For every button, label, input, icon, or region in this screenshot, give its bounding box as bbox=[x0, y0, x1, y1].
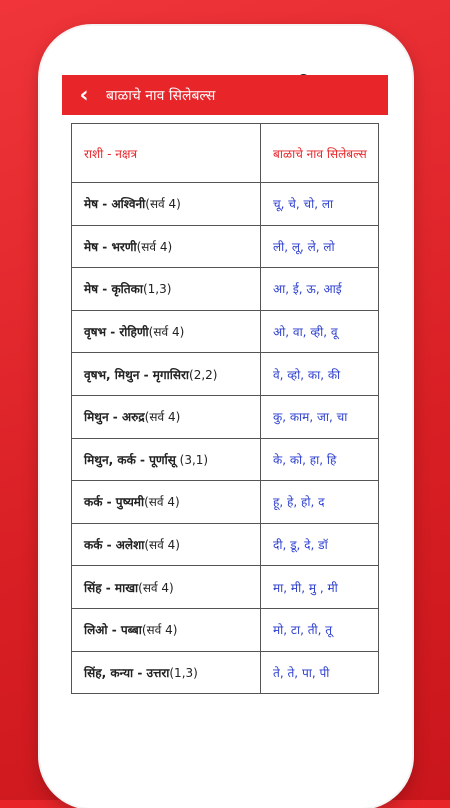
back-arrow-icon[interactable]: ‹ bbox=[79, 82, 89, 108]
page-title: बाळाचे नाव सिलेबल्स bbox=[106, 87, 216, 104]
rashi-name: मिथुन, कर्क - पूर्णासू bbox=[84, 452, 176, 467]
charan-note: (1,3) bbox=[142, 282, 172, 297]
rashi-name: मेष - भरणी bbox=[84, 239, 137, 254]
syllables-cell: के, को, हा, हि bbox=[261, 438, 379, 481]
charan-note: (3,1) bbox=[175, 452, 209, 467]
table-row bbox=[72, 523, 379, 566]
charan-note: (सर्व 4) bbox=[145, 197, 181, 212]
table-row bbox=[72, 395, 379, 438]
rashi-nakshatra-cell bbox=[72, 268, 261, 311]
charan-note: (सर्व 4) bbox=[144, 410, 181, 425]
rashi-nakshatra-cell bbox=[72, 183, 261, 226]
table-row bbox=[72, 310, 379, 353]
column-header-rashi: राशी - नक्षत्र bbox=[72, 124, 261, 183]
rashi-nakshatra-cell bbox=[72, 225, 261, 268]
table-row bbox=[72, 225, 379, 268]
rashi-name: मेष - अश्विनी bbox=[84, 197, 146, 212]
rashi-name: सिंह - माखा bbox=[84, 580, 139, 595]
table-header-row bbox=[72, 124, 379, 183]
table-row bbox=[72, 183, 379, 226]
charan-note: (सर्व 4) bbox=[144, 495, 180, 510]
rashi-nakshatra-cell bbox=[72, 651, 261, 694]
table-row bbox=[72, 608, 379, 651]
charan-note: (सर्व 4) bbox=[141, 623, 178, 638]
syllables-cell: ओ, वा, व्ही, वू bbox=[261, 310, 379, 353]
table-row bbox=[72, 566, 379, 609]
rashi-name: लिओ - पब्बा bbox=[84, 623, 142, 638]
charan-note: (1,3) bbox=[169, 665, 198, 680]
syllables-cell: आ, ई, ऊ, आई bbox=[261, 268, 379, 311]
syllables-cell: दी, डू, दे, डॉ bbox=[261, 523, 379, 566]
syllables-cell: ली, लू, ले, लो bbox=[261, 225, 379, 268]
syllables-table bbox=[71, 123, 379, 694]
rashi-nakshatra-cell bbox=[72, 523, 261, 566]
syllables-cell: हू, हे, हो, द bbox=[261, 481, 379, 524]
charan-note: (2,2) bbox=[189, 367, 218, 382]
syllables-cell: मो, टा, ती, तू bbox=[261, 608, 379, 651]
app-screen bbox=[62, 75, 388, 800]
rashi-name: वृषभ - रोहिणी bbox=[84, 325, 149, 340]
rashi-nakshatra-cell bbox=[72, 566, 261, 609]
charan-note: (सर्व 4) bbox=[148, 325, 185, 340]
table-row bbox=[72, 438, 379, 481]
syllables-cell: ते, ते, पा, पी bbox=[261, 651, 379, 694]
syllables-cell: मा, मी, मु , मी bbox=[261, 566, 379, 609]
table-row bbox=[72, 353, 379, 396]
rashi-name: वृषभ, मिथुन - मृगासिरा bbox=[84, 367, 190, 382]
app-bar bbox=[62, 75, 388, 115]
charan-note: (सर्व 4) bbox=[144, 538, 180, 553]
rashi-name: मेष - कृतिका bbox=[84, 282, 143, 297]
rashi-nakshatra-cell bbox=[72, 310, 261, 353]
rashi-name: कर्क - पुष्यमी bbox=[84, 495, 145, 510]
syllables-cell: कु, काम, जा, चा bbox=[261, 395, 379, 438]
table-row bbox=[72, 651, 379, 694]
column-header-syllables: बाळाचे नाव सिलेबल्स bbox=[261, 124, 379, 183]
syllables-cell: चू, चे, चो, ला bbox=[261, 183, 379, 226]
rashi-nakshatra-cell bbox=[72, 395, 261, 438]
charan-note: (सर्व 4) bbox=[136, 239, 173, 254]
syllables-cell: वे, व्हो, का, की bbox=[261, 353, 379, 396]
rashi-name: मिथुन - अरुद्र bbox=[84, 410, 145, 425]
rashi-nakshatra-cell bbox=[72, 608, 261, 651]
table-row bbox=[72, 268, 379, 311]
rashi-name: कर्क - अलेशा bbox=[84, 538, 145, 553]
rashi-nakshatra-cell bbox=[72, 481, 261, 524]
rashi-nakshatra-cell bbox=[72, 353, 261, 396]
rashi-nakshatra-cell bbox=[72, 438, 261, 481]
table-row bbox=[72, 481, 379, 524]
charan-note: (सर्व 4) bbox=[138, 580, 174, 595]
rashi-name: सिंह, कन्या - उत्तरा bbox=[84, 665, 170, 680]
